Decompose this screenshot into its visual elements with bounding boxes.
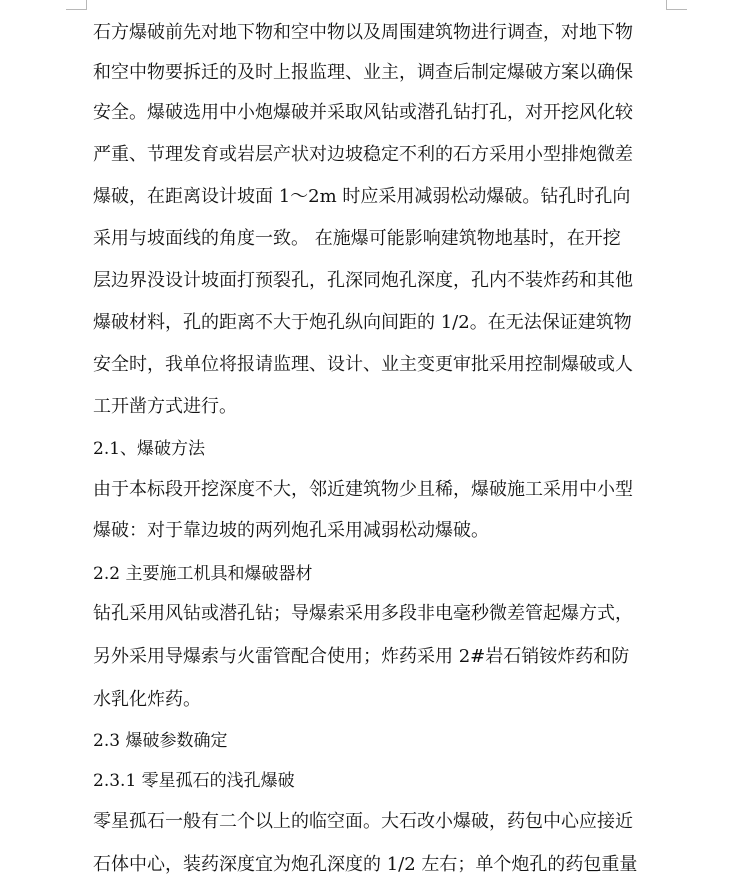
text-line: 层边界没设计坡面打预裂孔，孔深同炮孔深度，孔内不装炸药和其他: [93, 270, 633, 291]
text-line: 采用与坡面线的角度一致。 在施爆可能影响建筑物地基时，在开挖: [93, 228, 621, 249]
text-line: 爆破材料，孔的距离不大于炮孔纵向间距的 1/2。在无法保证建筑物: [93, 312, 632, 333]
section-heading: 2.1、爆破方法: [93, 439, 206, 459]
text-line: 石方爆破前先对地下物和空中物以及周围建筑物进行调查，对地下物: [93, 22, 633, 43]
text-line: 安全。爆破选用中小炮爆破并采取风钻或潜孔钻打孔，对开挖风化较: [93, 102, 633, 123]
text-line: 零星孤石一般有二个以上的临空面。大石改小爆破，药包中心应接近: [93, 811, 633, 832]
text-line: 另外采用导爆索与火雷管配合使用；炸药采用 2#岩石销铵炸药和防: [93, 646, 630, 667]
section-heading: 2.2 主要施工机具和爆破器材: [93, 564, 313, 584]
text-line: 由于本标段开挖深度不大，邻近建筑物少且稀，爆破施工采用中小型: [93, 479, 633, 500]
text-line: 爆破，在距离设计坡面 1～2m 时应采用减弱松动爆破。钻孔时孔向: [93, 186, 631, 207]
text-line: 水乳化炸药。: [93, 689, 201, 710]
text-line: 和空中物要拆迁的及时上报监理、业主，调查后制定爆破方案以确保: [93, 62, 633, 83]
text-line: 工开凿方式进行。: [93, 396, 237, 417]
crop-mark-top-right: [666, 9, 687, 10]
subsection-heading: 2.3.1 零星孤石的浅孔爆破: [93, 771, 295, 791]
text-line: 石体中心，装药深度宜为炮孔深度的 1/2 左右；单个炮孔的药包重量: [93, 854, 638, 875]
text-line: 安全时，我单位将报请监理、设计、业主变更审批采用控制爆破或人: [93, 354, 633, 375]
text-line: 爆破：对于靠边坡的两列炮孔采用减弱松动爆破。: [93, 520, 489, 541]
section-heading: 2.3 爆破参数确定: [93, 731, 228, 751]
text-line: 严重、节理发育或岩层产状对边坡稳定不利的石方采用小型排炮微差: [93, 144, 633, 165]
crop-mark-top-left: [66, 9, 87, 10]
text-line: 钻孔采用风钻或潜孔钻；导爆索采用多段非电毫秒微差管起爆方式，: [93, 603, 633, 624]
